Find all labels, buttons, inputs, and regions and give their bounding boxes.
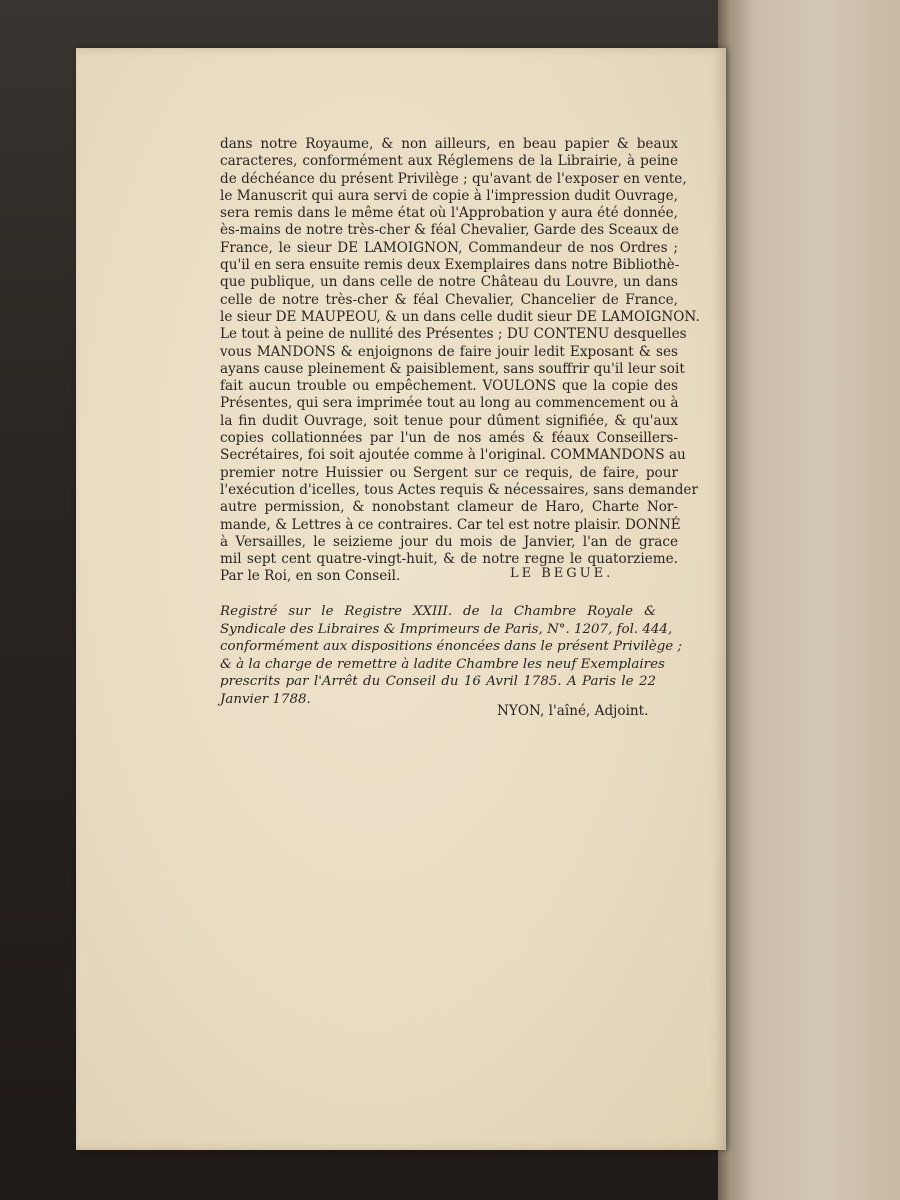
book-cover-board	[722, 0, 900, 1200]
text-line: autre permission, & nonobstant clameur de Haro, Charte Nor-	[220, 499, 678, 516]
text-line: Présentes, qui sera imprimée tout au long au commencement ou à	[220, 395, 679, 412]
text-line: de déchéance du présent Privilège ; qu'avant de l'exposer en vente,	[220, 170, 687, 187]
text-line: à Versailles, le seizieme jour du mois de Janvier, l'an de grace	[220, 533, 678, 550]
text-line: premier notre Huissier ou Sergent sur ce requis, de faire, pour	[220, 464, 678, 481]
text-line: fait aucun trouble ou empêchement. VOULONS que la copie des	[220, 378, 678, 395]
text-line: sera remis dans le même état où l'Approbation y aura été donnée,	[220, 205, 678, 222]
text-line: la fin dudit Ouvrage, soit tenue pour dûment signifiée, & qu'aux	[220, 412, 678, 429]
text-line: mande, & Lettres à ce contraires. Car tel est notre plaisir. DONNÉ	[220, 516, 681, 533]
registry-line: conformément aux dispositions énoncées dans le présent Privilège ;	[220, 639, 682, 654]
text-line: France, le sieur DE LAMOIGNON, Commandeur de nos Ordres ;	[220, 239, 678, 256]
text-line: l'exécution d'icelles, tous Actes requis & nécessaires, sans demander	[220, 481, 698, 498]
text-line: le sieur DE MAUPEOU, & un dans celle dudit sieur DE LAMOIGNON.	[220, 308, 700, 325]
text-line: vous MANDONS & enjoignons de faire jouir ledit Exposant & ses	[220, 343, 678, 360]
registry-line: & à la charge de remettre à ladite Chambre les neuf Exemplaires	[220, 656, 665, 672]
text-line: le Manuscrit qui aura servi de copie à l'impression dudit Ouvrage,	[220, 187, 678, 204]
registry-note	[220, 603, 682, 708]
registry-line: Janvier 1788.	[220, 691, 311, 707]
text-line: ès-mains de notre très-cher & féal Chevalier, Garde des Sceaux de	[220, 222, 679, 239]
text-line: mil sept cent quatre-vingt-huit, & de notre regne le quatorzieme.	[220, 551, 678, 568]
registry-line: Registré sur le Registre XXIII. de la Chambre Royale &	[220, 604, 656, 619]
text-line: Secrétaires, foi soit ajoutée comme à l'original. COMMANDONS au	[220, 447, 686, 464]
text-line: que publique, un dans celle de notre Château du Louvre, un dans	[220, 274, 678, 291]
text-line: Le tout à peine de nullité des Présentes ; DU CONTENU desquelles	[220, 326, 687, 343]
adjoint-signature: NYON, l'aîné, Adjoint.	[497, 703, 649, 719]
text-line: Par le Roi, en son Conseil.	[220, 568, 401, 585]
signature-le-begue: LE BEGUE.	[510, 566, 614, 581]
text-line: dans notre Royaume, & non ailleurs, en beau papier & beaux	[220, 136, 678, 152]
text-line: copies collationnées par l'un de nos amés & féaux Conseillers-	[220, 430, 678, 447]
text-line: qu'il en sera ensuite remis deux Exemplaires dans notre Bibliothè-	[220, 257, 680, 274]
text-line: ayans cause pleinement & paisiblement, sans souffrir qu'il leur soit	[220, 360, 685, 377]
registry-line: prescrits par l'Arrêt du Conseil du 16 Avril 1785. A Paris le 22	[220, 674, 656, 689]
registry-line: Syndicale des Libraires & Imprimeurs de Paris, N°. 1207, fol. 444,	[220, 621, 673, 637]
text-line: caracteres, conformément aux Réglemens de la Librairie, à peine	[220, 153, 678, 170]
privilege-text	[220, 136, 700, 586]
text-line: celle de notre très-cher & féal Chevalier, Chancelier de France,	[220, 291, 678, 308]
